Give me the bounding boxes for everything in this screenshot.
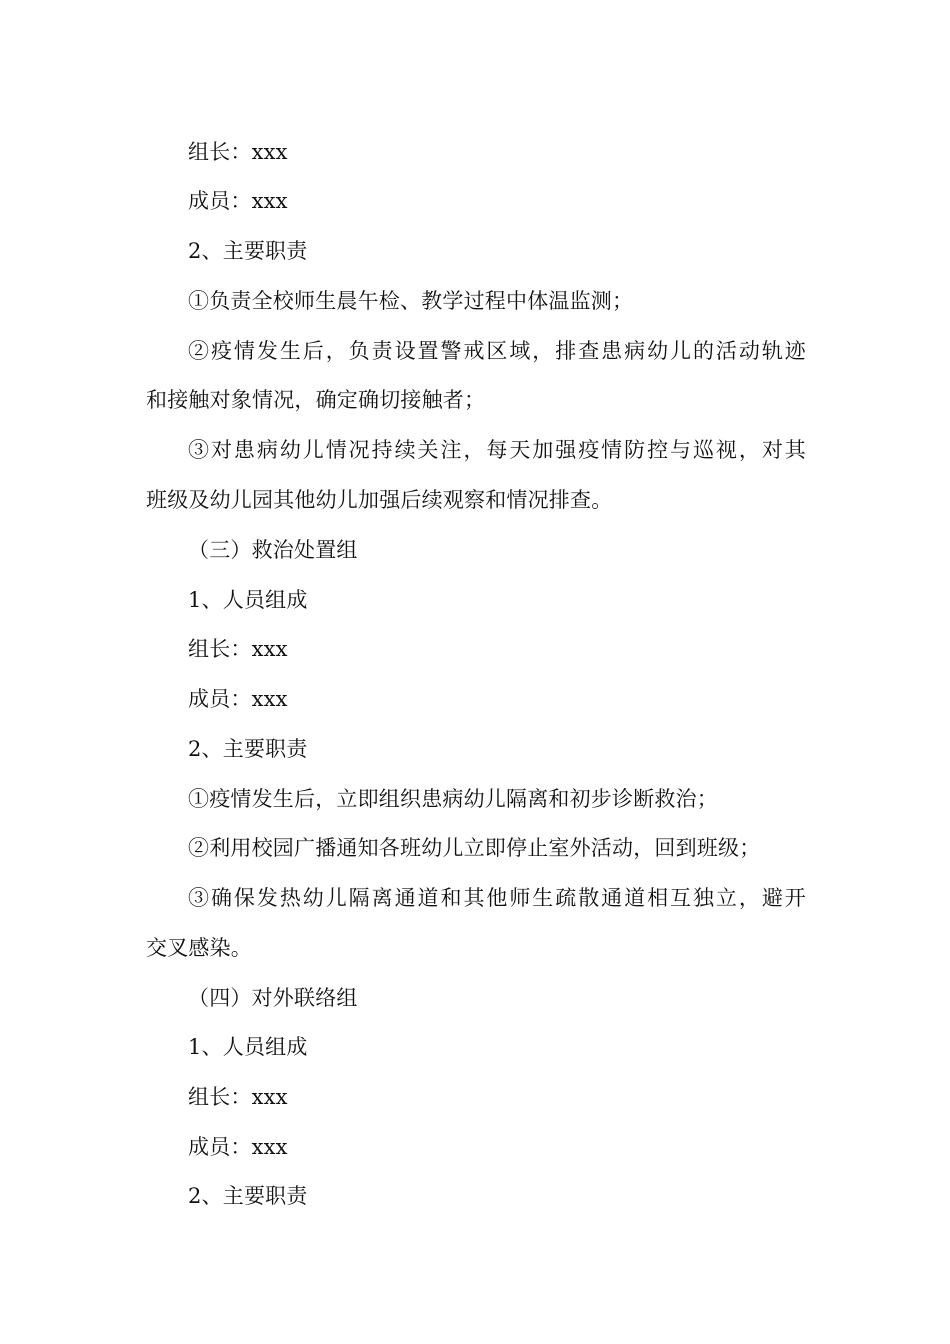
text-line: ③对患病幼儿情况持续关注，每天加强疫情防控与巡视，对其 [188, 438, 806, 462]
text-line: 组长：xxx [188, 637, 288, 661]
subsection-heading: 2、主要职责 [188, 1184, 308, 1208]
text-line: 交叉感染。 [146, 936, 252, 960]
text-line: 成员：xxx [188, 687, 288, 711]
text-line: ②疫情发生后，负责设置警戒区域，排查患病幼儿的活动轨迹 [188, 339, 806, 363]
text-line: ①疫情发生后，立即组织患病幼儿隔离和初步诊断救治； [188, 787, 718, 811]
text-line: 组长：xxx [188, 1085, 288, 1109]
text-line: ②利用校园广播通知各班幼儿立即停止室外活动，回到班级； [188, 836, 761, 860]
section-heading: （三）救治处置组 [188, 538, 358, 562]
text-line: 组长：xxx [188, 140, 288, 164]
text-line: ①负责全校师生晨午检、教学过程中体温监测； [188, 289, 634, 313]
text-line: 班级及幼儿园其他幼儿加强后续观察和情况排查。 [146, 488, 613, 512]
text-line: 2、主要职责 [188, 239, 308, 263]
subsection-heading: 2、主要职责 [188, 737, 308, 761]
text-line: 和接触对象情况，确定确切接触者； [146, 388, 486, 412]
subsection-heading: 1、人员组成 [188, 588, 308, 612]
text-line: ③确保发热幼儿隔离通道和其他师生疏散通道相互独立，避开 [188, 886, 806, 910]
text-line: 成员：xxx [188, 189, 288, 213]
subsection-heading: 1、人员组成 [188, 1035, 308, 1059]
text-line: 成员：xxx [188, 1135, 288, 1159]
section-heading: （四）对外联络组 [188, 986, 358, 1010]
